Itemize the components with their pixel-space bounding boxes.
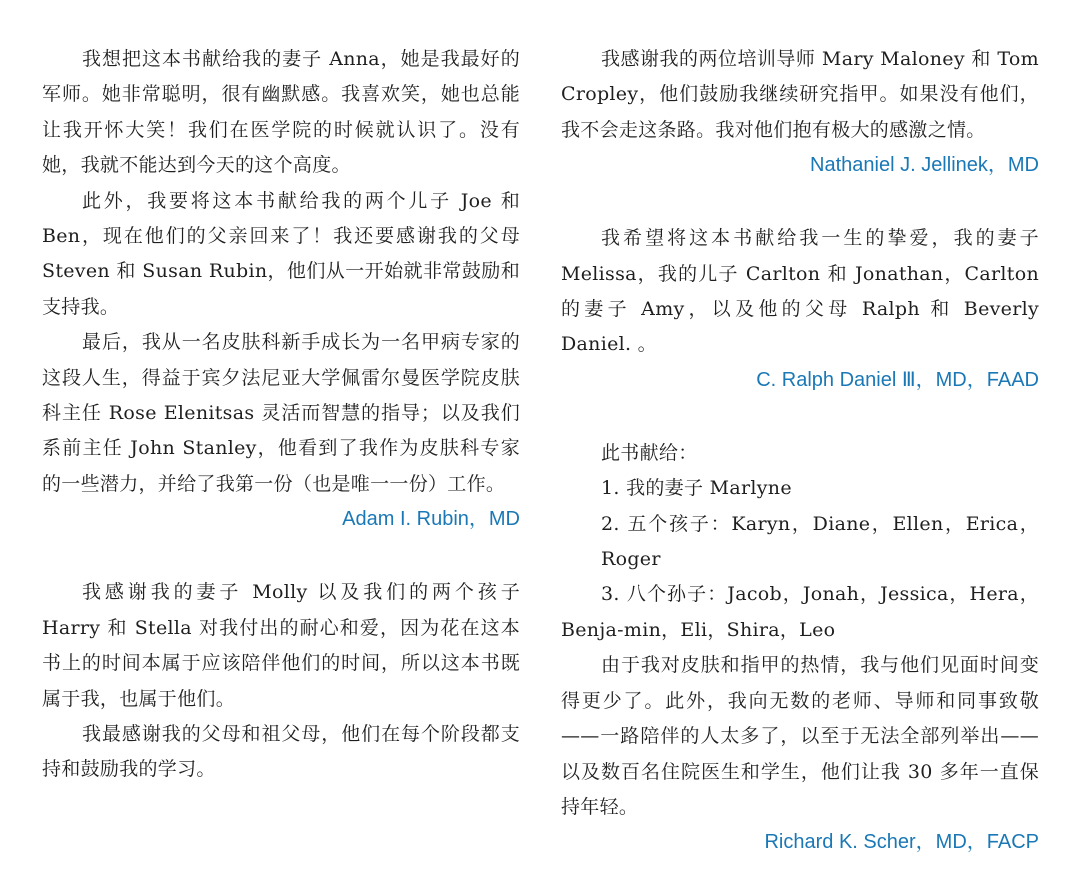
section-gap [561,183,1039,221]
section-gap [42,537,520,575]
dedication-list-item: 1. 我的妻子 Marlyne [601,477,792,500]
dedication-paragraph: 最后，我从一名皮肤科新手成长为一名甲病专家的这段人生，得益于宾夕法尼亚大学佩雷尔曼医学院皮肤科主任 Rose Elenitsas 灵活而智慧的指导；以及我们系前主任 John Stanley，他看到了我作为皮肤科专家的一些潜力，并给了我第一份（也是唯一一份）工作。 [42,331,520,495]
dedication-paragraph: 我感谢我的妻子 Molly 以及我们的两个孩子 Harry 和 Stella 对我付出的耐心和爱，因为花在这本书上的时间本属于应该陪伴他们的时间，所以这本书既属于我，也属于他们。 [42,581,520,710]
left-column [42,42,520,788]
dedication-list-item: 3. 八个孙子：Jacob，Jonah，Jessica，Hera，Benja-min，Eli，Shira，Leo [561,583,1039,641]
author-signature: Nathaniel J. Jellinek，MD [810,154,1039,177]
section-gap [561,398,1039,436]
dedication-paragraph: 我想把这本书献给我的妻子 Anna，她是我最好的军师。她非常聪明，很有幽默感。我喜欢笑，她也总能让我开怀大笑！我们在医学院的时候就认识了。没有她，我就不能达到今天的这个高度。 [42,48,520,177]
dedication-paragraph: 由于我对皮肤和指甲的热情，我与他们见面时间变得更少了。此外，我向无数的老师、导师和同事致敬——一路陪伴的人太多了，以至于无法全部列举出——以及数百名住院医生和学生，他们让我 30 多年一直保持年轻。 [561,654,1039,818]
dedication-paragraph: 我感谢我的两位培训导师 Mary Maloney 和 Tom Cropley，他们鼓励我继续研究指甲。如果没有他们，我不会走这条路。我对他们抱有极大的感激之情。 [561,48,1039,141]
dedication-paragraph: 我最感谢我的父母和祖父母，他们在每个阶段都支持和鼓励我的学习。 [42,722,520,781]
author-signature: C. Ralph Daniel Ⅲ，MD，FAAD [756,368,1039,391]
dedication-intro: 此书献给： [601,441,698,464]
right-column [561,42,1039,860]
author-signature: Richard K. Scher，MD，FACP [764,831,1039,854]
author-signature: Adam I. Rubin，MD [342,508,520,531]
dedication-paragraph: 我希望将这本书献给我一生的挚爱，我的妻子 Melissa，我的儿子 Carlton 和 Jonathan，Carlton 的妻子 Amy，以及他的父母 Ralph 和 Beverly Daniel. 。 [561,227,1039,356]
dedication-list-item: 2. 五个孩子：Karyn，Diane，Ellen，Erica，Roger [601,512,1039,571]
dedication-paragraph: 此外，我要将这本书献给我的两个儿子 Joe 和 Ben，现在他们的父亲回来了！我还要感谢我的父母 Steven 和 Susan Rubin，他们从一开始就非常鼓励和支持我。 [42,189,520,318]
